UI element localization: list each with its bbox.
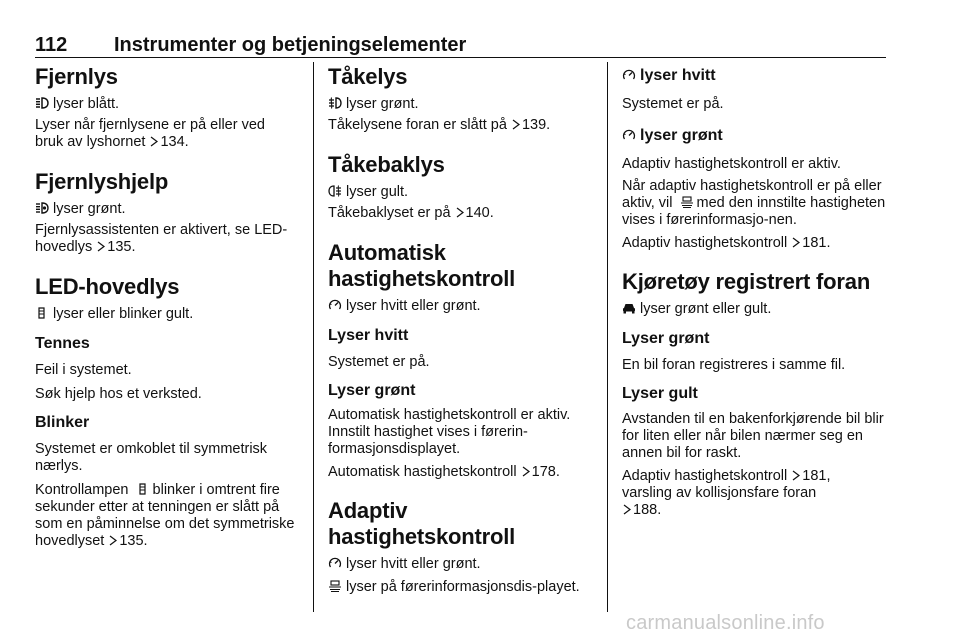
page-number: 112 bbox=[35, 34, 68, 56]
page-reference-icon bbox=[109, 535, 117, 546]
header-rule bbox=[35, 57, 886, 58]
section-heading-fjernlyshjelp: Fjernlyshjelp bbox=[35, 169, 169, 194]
paragraph: lyser grønt. bbox=[35, 201, 297, 218]
paragraph: Systemet er på. bbox=[622, 96, 724, 112]
column-1 bbox=[35, 62, 297, 550]
subheading-lyser-gront: Lyser grønt bbox=[622, 330, 710, 347]
section-heading-led-hovedlys: LED-hovedlys bbox=[35, 274, 180, 299]
cruise-control-icon bbox=[328, 557, 342, 569]
section-heading-automatisk: Automatisk hastighetskontroll bbox=[328, 240, 516, 291]
paragraph: lyser hvitt eller grønt. bbox=[328, 556, 592, 573]
page-reference-icon bbox=[150, 136, 158, 147]
paragraph: Systemet er omkoblet til symmetrisk nærlys. bbox=[35, 441, 268, 474]
page-reference-icon bbox=[792, 470, 800, 481]
paragraph: lyser grønt eller gult. bbox=[622, 301, 890, 318]
vehicle-ahead-icon bbox=[328, 580, 342, 592]
column-divider bbox=[313, 62, 314, 612]
paragraph: lyser eller blinker gult. bbox=[35, 306, 297, 323]
page-reference-icon bbox=[97, 241, 105, 252]
paragraph: lyser hvitt eller grønt. bbox=[328, 298, 592, 315]
high-beam-assist-icon bbox=[35, 202, 49, 214]
paragraph: En bil foran registreres i samme fil. bbox=[622, 357, 846, 373]
page-reference-icon bbox=[522, 466, 530, 477]
paragraph: Avstanden til en bakenforkjørende bil blir for liten eller når bilen nærmer seg en annen bil for raskt. bbox=[622, 411, 884, 461]
high-beam-icon bbox=[35, 97, 49, 109]
paragraph: lyser blått. bbox=[35, 96, 297, 113]
subheading-lyser-hvitt: Lyser hvitt bbox=[328, 327, 409, 344]
subheading-lyser-gront: lyser grønt bbox=[622, 126, 890, 146]
watermark: carmanualsonline.info bbox=[626, 612, 825, 634]
paragraph: lyser grønt. bbox=[328, 96, 592, 113]
column-2 bbox=[328, 62, 592, 596]
paragraph: lyser på førerinformasjonsdis-playet. bbox=[328, 579, 592, 596]
front-fog-icon bbox=[328, 97, 342, 109]
paragraph: Når adaptiv hastighetskontroll er på eller aktiv, vil med den innstilte hastigheten vises i førerinformasjo-nen. bbox=[622, 178, 886, 228]
subheading-lyser-gult: Lyser gult bbox=[622, 385, 698, 402]
section-heading-taakebaklys: Tåkebaklys bbox=[328, 152, 445, 177]
paragraph: lyser gult. bbox=[328, 184, 592, 201]
paragraph: Tåkebaklyset er på 140. bbox=[328, 205, 494, 221]
cruise-control-icon bbox=[622, 129, 636, 141]
led-headlight-icon bbox=[35, 307, 49, 319]
paragraph: Feil i systemet. bbox=[35, 362, 132, 378]
column-divider bbox=[607, 62, 608, 612]
led-headlight-icon bbox=[136, 483, 150, 495]
paragraph: Automatisk hastighetskontroll 178. bbox=[328, 464, 560, 480]
paragraph: Kontrollampen blinker i omtrent fire sekunder etter at tenningen er slått på som en påminnelse om det symmetriske hovedlyset 135. bbox=[35, 482, 295, 549]
subheading-lyser-gront: Lyser grønt bbox=[328, 382, 416, 399]
subheading-lyser-hvitt: lyser hvitt bbox=[622, 66, 890, 86]
cruise-control-icon bbox=[328, 299, 342, 311]
rear-fog-icon bbox=[328, 185, 342, 197]
section-heading-fjernlys: Fjernlys bbox=[35, 64, 118, 89]
paragraph: Adaptiv hastighetskontroll er aktiv. bbox=[622, 156, 841, 172]
vehicle-ahead-icon bbox=[622, 302, 636, 314]
vehicle-ahead-icon bbox=[680, 196, 694, 208]
paragraph: Systemet er på. bbox=[328, 354, 430, 370]
section-heading-adaptiv: Adaptiv hastighetskontroll bbox=[328, 498, 516, 549]
section-heading-kjoretoy: Kjøretøy registrert foran bbox=[622, 269, 871, 294]
paragraph: Adaptiv hastighetskontroll 181. bbox=[622, 235, 831, 251]
subheading-blinker: Blinker bbox=[35, 414, 90, 431]
page-reference-icon bbox=[792, 237, 800, 248]
page-title: Instrumenter og betjeningselementer bbox=[114, 34, 467, 56]
page-reference-icon bbox=[623, 504, 631, 515]
section-heading-taakelys: Tåkelys bbox=[328, 64, 408, 89]
paragraph: Adaptiv hastighetskontroll 181, varsling av kollisjonsfare foran 188. bbox=[622, 468, 831, 518]
paragraph: Automatisk hastighetskontroll er aktiv. Innstilt hastighet vises i førerin-formasjonsdisplayet. bbox=[328, 407, 571, 457]
subheading-tennes: Tennes bbox=[35, 335, 90, 352]
cruise-control-icon bbox=[622, 69, 636, 81]
paragraph: Søk hjelp hos et verksted. bbox=[35, 386, 202, 402]
paragraph: Fjernlysassistenten er aktivert, se LED-hovedlys 135. bbox=[35, 222, 288, 255]
paragraph: Lyser når fjernlysene er på eller ved bruk av lyshornet 134. bbox=[35, 117, 265, 150]
page-reference-icon bbox=[512, 119, 520, 130]
page-reference-icon bbox=[456, 207, 464, 218]
paragraph: Tåkelysene foran er slått på 139. bbox=[328, 117, 551, 133]
column-3 bbox=[622, 62, 890, 519]
